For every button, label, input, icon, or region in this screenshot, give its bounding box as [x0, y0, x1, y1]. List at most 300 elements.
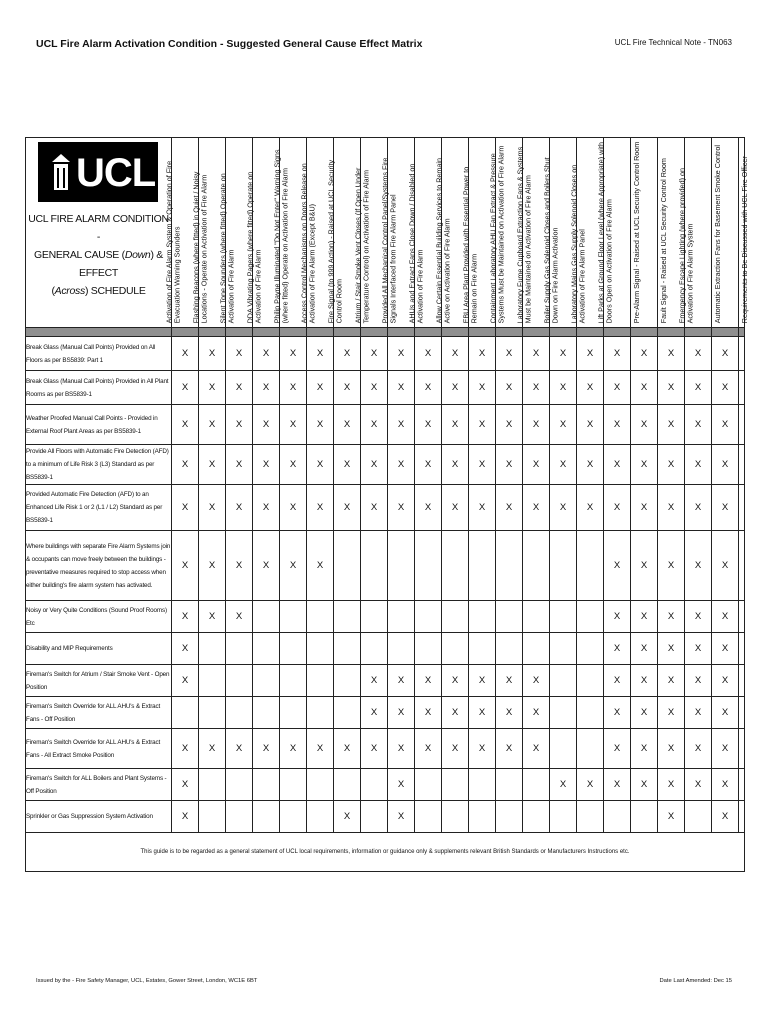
- effect-cell: [739, 633, 745, 665]
- effect-cell: X: [685, 531, 712, 601]
- effect-cell: X: [415, 337, 442, 371]
- effect-cell: X: [469, 337, 496, 371]
- effect-cell: X: [631, 445, 658, 485]
- effect-cell: X: [658, 801, 685, 833]
- effect-cell: X: [307, 405, 334, 445]
- effect-cell: X: [280, 729, 307, 769]
- effect-cell: X: [172, 405, 199, 445]
- effect-column-header: [739, 138, 749, 328]
- effect-cell: X: [577, 337, 604, 371]
- effect-cell: X: [685, 769, 712, 801]
- effect-cell: X: [658, 405, 685, 445]
- effect-cell: X: [712, 697, 739, 729]
- effect-cell: [523, 601, 550, 633]
- effect-cell: X: [361, 445, 388, 485]
- effect-cell: X: [415, 485, 442, 531]
- effect-cell: X: [415, 445, 442, 485]
- effect-cell: X: [388, 697, 415, 729]
- effect-cell: X: [496, 729, 523, 769]
- effect-cell: [739, 601, 745, 633]
- effect-cell: X: [604, 697, 631, 729]
- guidance-note: This guide is to be regarded as a general statement of UCL local requirements, information or guidance only & supplements relevant British Standards or Manufacturers Instructions etc.: [26, 833, 745, 872]
- effect-cell: X: [172, 601, 199, 633]
- effect-cell: [739, 769, 745, 801]
- effect-cell: [307, 633, 334, 665]
- effect-cell: X: [199, 371, 226, 405]
- effect-cell: X: [415, 665, 442, 697]
- effect-cell: X: [361, 697, 388, 729]
- effect-cell: [172, 697, 199, 729]
- effect-cell: X: [172, 371, 199, 405]
- effect-cell: X: [199, 601, 226, 633]
- effect-cell: X: [172, 801, 199, 833]
- effect-cell: X: [712, 665, 739, 697]
- effect-cell: X: [712, 405, 739, 445]
- effect-cell: X: [172, 337, 199, 371]
- effect-cell: [226, 769, 253, 801]
- effect-cell: X: [685, 729, 712, 769]
- effect-column-label: Fault Signal - Raised at UCL Security Control Room: [658, 157, 668, 323]
- effect-cell: [469, 633, 496, 665]
- effect-column-label: Containment Laboratory AHU Fan Extract & Pressure Systems Must be Maintained on Activation of Fire Alarm: [488, 145, 506, 323]
- effect-cell: [739, 531, 745, 601]
- effect-cell: X: [307, 337, 334, 371]
- effect-cell: X: [307, 729, 334, 769]
- effect-column-label: Flashing Beacons (where fitted) in Quiet / Noisy Locations - Operate on Activation of Fire Alarm: [191, 171, 209, 323]
- cause-label: Fireman's Switch for Atrium / Stair Smoke Vent - Open Position: [26, 665, 172, 697]
- effect-cell: X: [172, 665, 199, 697]
- effect-cell: [199, 769, 226, 801]
- effect-cell: [577, 531, 604, 601]
- effect-cell: [739, 697, 745, 729]
- effect-cell: X: [550, 337, 577, 371]
- effect-column-header: [677, 138, 712, 328]
- effect-cell: X: [469, 729, 496, 769]
- effect-cell: X: [199, 485, 226, 531]
- effect-cell: X: [631, 531, 658, 601]
- effect-cell: X: [226, 371, 253, 405]
- effect-cell: [415, 601, 442, 633]
- cause-label: Fireman's Switch Override for ALL AHU's & Extract Fans - Off Position: [26, 697, 172, 729]
- effect-cell: X: [496, 371, 523, 405]
- effect-cell: X: [415, 729, 442, 769]
- effect-cell: [577, 697, 604, 729]
- effect-cell: [577, 729, 604, 769]
- effect-cell: X: [226, 445, 253, 485]
- effect-cell: X: [280, 337, 307, 371]
- effect-column-label: Access Control Mechanisms on Doors Release on Activation of Fire Alarm (Except B&U): [299, 162, 317, 323]
- effect-cell: X: [550, 371, 577, 405]
- effect-cell: X: [388, 445, 415, 485]
- effect-cell: X: [388, 371, 415, 405]
- effect-cell: X: [658, 697, 685, 729]
- effect-cell: [739, 445, 745, 485]
- effect-cell: X: [550, 769, 577, 801]
- effect-cell: [415, 633, 442, 665]
- effect-cell: X: [631, 769, 658, 801]
- effect-cell: [523, 801, 550, 833]
- effect-cell: [577, 601, 604, 633]
- effect-column-label: EBU Area Plant Provided with Essential Power to Remain on Fire Alarm: [461, 166, 479, 323]
- effect-cell: [469, 531, 496, 601]
- effect-cell: X: [442, 697, 469, 729]
- effect-cell: X: [469, 371, 496, 405]
- effect-cell: X: [361, 371, 388, 405]
- effect-cell: X: [253, 485, 280, 531]
- matrix-header-row: [26, 138, 745, 328]
- effect-cell: X: [388, 801, 415, 833]
- cause-effect-matrix: [25, 137, 749, 872]
- effect-cell: X: [712, 801, 739, 833]
- effect-cell: X: [658, 665, 685, 697]
- effect-cell: X: [361, 485, 388, 531]
- header-title-cell: [26, 138, 172, 328]
- effect-cell: [388, 601, 415, 633]
- effect-column-label: Requirements to Be Discussed with UCL Fire Officer: [739, 156, 749, 323]
- effect-cell: X: [388, 729, 415, 769]
- effect-cell: [604, 801, 631, 833]
- effect-cell: X: [577, 405, 604, 445]
- effect-cell: X: [226, 485, 253, 531]
- effect-cell: X: [226, 531, 253, 601]
- effect-cell: [442, 531, 469, 601]
- cause-row: [26, 769, 745, 801]
- effect-cell: X: [334, 485, 361, 531]
- effect-cell: X: [631, 633, 658, 665]
- effect-cell: X: [604, 445, 631, 485]
- effect-cell: X: [253, 371, 280, 405]
- cause-row: [26, 337, 745, 371]
- effect-cell: [280, 697, 307, 729]
- effect-cell: X: [388, 665, 415, 697]
- effect-column-label: Laboratory Fume Cupboard Extraction Fans & Systems Must be Maintained on Activation of Fire Alarm: [515, 146, 533, 323]
- effect-cell: X: [334, 337, 361, 371]
- effect-cell: X: [199, 337, 226, 371]
- effect-cell: X: [685, 601, 712, 633]
- effect-cell: X: [226, 729, 253, 769]
- effect-cell: X: [253, 531, 280, 601]
- effect-cell: X: [496, 445, 523, 485]
- effect-column-label: Provided All Mechanical Control Panel/Systems Fire Signals Interfaced from Fire Alarm Panel: [380, 157, 398, 323]
- effect-cell: [739, 665, 745, 697]
- ucl-logo: [38, 142, 158, 202]
- effect-cell: [442, 633, 469, 665]
- cause-label: Weather Proofed Manual Call Points - Provided in External Roof Plant Areas as per BS5839-1: [26, 405, 172, 445]
- effect-cell: [253, 769, 280, 801]
- cause-row: [26, 729, 745, 769]
- effect-column-label: Activation of Fire Alarm System & Operation of Fire Evacuation Warning Sounders: [164, 160, 182, 323]
- effect-cell: X: [496, 697, 523, 729]
- effect-cell: X: [226, 337, 253, 371]
- page-title: UCL Fire Alarm Activation Condition - Suggested General Cause Effect Matrix: [36, 38, 423, 50]
- effect-cell: [307, 601, 334, 633]
- effect-cell: [550, 801, 577, 833]
- schedule-title-line-1: UCL FIRE ALARM CONDITION -: [28, 213, 169, 243]
- effect-cell: X: [415, 697, 442, 729]
- effect-cell: [307, 697, 334, 729]
- effect-cell: [631, 801, 658, 833]
- cause-label: Break Glass (Manual Call Points) Provided on All Floors as per BS5839: Part 1: [26, 337, 172, 371]
- effect-cell: [361, 769, 388, 801]
- effect-cell: X: [334, 729, 361, 769]
- effect-cell: X: [604, 769, 631, 801]
- effect-cell: [226, 697, 253, 729]
- effect-cell: [280, 601, 307, 633]
- effect-cell: [415, 531, 442, 601]
- effect-cell: X: [442, 665, 469, 697]
- effect-column-label: Lift Parks at Ground Floor Level (where Appropriate) with Doors Open on Activation of Fire Alarm: [596, 141, 614, 323]
- effect-cell: [361, 801, 388, 833]
- cause-label: Break Glass (Manual Call Points) Provided in All Plant Rooms as per BS5839-1: [26, 371, 172, 405]
- effect-cell: X: [523, 445, 550, 485]
- effect-cell: X: [658, 601, 685, 633]
- effect-cell: [523, 633, 550, 665]
- cause-label: Noisy or Very Quite Conditions (Sound Proof Rooms) Etc: [26, 601, 172, 633]
- effect-cell: X: [550, 485, 577, 531]
- effect-cell: X: [469, 665, 496, 697]
- effect-cell: X: [604, 485, 631, 531]
- effect-cell: X: [712, 337, 739, 371]
- effect-cell: X: [469, 445, 496, 485]
- effect-cell: X: [199, 445, 226, 485]
- effect-cell: [442, 801, 469, 833]
- cause-row: [26, 697, 745, 729]
- effect-cell: [739, 485, 745, 531]
- effect-cell: X: [442, 371, 469, 405]
- effect-cell: X: [226, 601, 253, 633]
- effect-cell: X: [631, 485, 658, 531]
- effect-cell: X: [307, 485, 334, 531]
- effect-cell: X: [388, 405, 415, 445]
- header-separator: [26, 328, 745, 337]
- effect-cell: [550, 633, 577, 665]
- effect-cell: X: [469, 405, 496, 445]
- effect-cell: X: [307, 371, 334, 405]
- effect-cell: X: [658, 371, 685, 405]
- effect-cell: X: [442, 337, 469, 371]
- effect-cell: X: [712, 633, 739, 665]
- effect-column-label: Pre-Alarm Signal - Raised at UCL Security Control Room: [631, 141, 641, 323]
- effect-cell: X: [361, 337, 388, 371]
- effect-cell: X: [361, 665, 388, 697]
- effect-cell: [253, 633, 280, 665]
- schedule-title-line-2: GENERAL CAUSE (Down) & EFFECT: [34, 249, 163, 279]
- effect-cell: [550, 729, 577, 769]
- effect-cell: [496, 633, 523, 665]
- effect-cell: X: [388, 337, 415, 371]
- effect-column-label: Fire Signal (to 999 Action) - Raised at UCL Security Control Room: [326, 159, 344, 323]
- effect-cell: [442, 601, 469, 633]
- effect-cell: X: [253, 337, 280, 371]
- cause-row: [26, 801, 745, 833]
- cause-row: [26, 665, 745, 697]
- effect-cell: [280, 633, 307, 665]
- effect-cell: X: [577, 485, 604, 531]
- effect-cell: X: [631, 697, 658, 729]
- effect-cell: X: [712, 371, 739, 405]
- effect-cell: X: [685, 371, 712, 405]
- effect-cell: X: [334, 801, 361, 833]
- effect-cell: [496, 769, 523, 801]
- cause-label: Sprinkler or Gas Suppression System Activation: [26, 801, 172, 833]
- effect-cell: X: [496, 665, 523, 697]
- effect-cell: [280, 665, 307, 697]
- effect-column-label: Atrium / Stair Smoke Vent Closes (If Open Under Temperature Control) on Activation of Fire Alarm: [353, 167, 371, 323]
- effect-cell: X: [523, 729, 550, 769]
- effect-cell: [523, 769, 550, 801]
- cause-label: Where buildings with separate Fire Alarm Systems join & occupants can move freely between the buildings - preventative measures required to stop access when either building's fire alarm system has activated.: [26, 531, 172, 601]
- cause-row: [26, 405, 745, 445]
- effect-cell: X: [685, 485, 712, 531]
- effect-cell: X: [442, 729, 469, 769]
- effect-cell: [523, 531, 550, 601]
- schedule-title-line-3: (Across) SCHEDULE: [51, 285, 146, 297]
- effect-cell: X: [685, 633, 712, 665]
- effect-column-label: Laboratory Mains Gas Supply Solenoid Closes on Activation of Fire Alarm Panel: [569, 164, 587, 323]
- portico-icon: [50, 154, 72, 192]
- cause-row: [26, 485, 745, 531]
- effect-cell: X: [334, 371, 361, 405]
- effect-cell: X: [523, 405, 550, 445]
- effect-cell: X: [658, 445, 685, 485]
- effect-cell: [199, 633, 226, 665]
- effect-column-label: Silent Tone Sounders (where fitted) Operate on Activation of Fire Alarm: [218, 172, 236, 323]
- effect-cell: [415, 769, 442, 801]
- effect-cell: X: [523, 371, 550, 405]
- effect-cell: X: [712, 769, 739, 801]
- effect-cell: X: [199, 405, 226, 445]
- effect-cell: X: [253, 729, 280, 769]
- effect-cell: [388, 531, 415, 601]
- effect-cell: X: [415, 371, 442, 405]
- effect-cell: X: [631, 729, 658, 769]
- effect-cell: X: [280, 531, 307, 601]
- effect-cell: X: [523, 485, 550, 531]
- effect-cell: [361, 601, 388, 633]
- effect-cell: [199, 801, 226, 833]
- effect-cell: [334, 601, 361, 633]
- effect-cell: X: [523, 697, 550, 729]
- amended-date-footer: Date Last Amended: Dec 15: [659, 978, 732, 984]
- effect-cell: X: [631, 601, 658, 633]
- technical-note-reference: UCL Fire Technical Note - TN063: [614, 38, 732, 47]
- effect-cell: X: [631, 337, 658, 371]
- effect-cell: [226, 801, 253, 833]
- effect-cell: X: [388, 485, 415, 531]
- effect-cell: X: [604, 405, 631, 445]
- effect-cell: X: [172, 769, 199, 801]
- cause-label: Fireman's Switch for ALL Boilers and Plant Systems - Off Position: [26, 769, 172, 801]
- effect-cell: [253, 801, 280, 833]
- effect-cell: X: [523, 337, 550, 371]
- effect-cell: [226, 665, 253, 697]
- effect-cell: [415, 801, 442, 833]
- effect-cell: X: [226, 405, 253, 445]
- effect-cell: [388, 633, 415, 665]
- effect-column-label: Allow Certain Essential Building Services to Remain Active on Activation of Fire Alarm: [434, 157, 452, 323]
- effect-cell: X: [604, 633, 631, 665]
- logo-text: UCL: [76, 151, 156, 195]
- effect-cell: X: [658, 531, 685, 601]
- effect-cell: X: [712, 601, 739, 633]
- effect-cell: [307, 665, 334, 697]
- effect-cell: [550, 601, 577, 633]
- effect-cell: X: [631, 405, 658, 445]
- effect-cell: X: [442, 445, 469, 485]
- effect-cell: X: [388, 769, 415, 801]
- effect-column-label: Automatic Extraction Fans for Basement Smoke Control: [712, 144, 722, 323]
- effect-cell: [361, 531, 388, 601]
- effect-cell: [334, 633, 361, 665]
- effect-cell: X: [172, 445, 199, 485]
- effect-cell: X: [685, 665, 712, 697]
- effect-cell: X: [685, 337, 712, 371]
- effect-cell: [550, 531, 577, 601]
- effect-column-header: [631, 138, 658, 328]
- cause-row: [26, 531, 745, 601]
- effect-cell: [226, 633, 253, 665]
- effect-cell: X: [280, 405, 307, 445]
- effect-column-label: Philip Payne Illuminated "Do Not Enter" Warning Signs (where fitted) Operate on Activation of Fire Alarm: [272, 149, 290, 323]
- effect-cell: X: [253, 405, 280, 445]
- effect-cell: X: [496, 485, 523, 531]
- cause-row: [26, 633, 745, 665]
- effect-cell: X: [334, 445, 361, 485]
- effect-cell: [253, 697, 280, 729]
- effect-cell: [469, 769, 496, 801]
- effect-cell: [442, 769, 469, 801]
- effect-cell: X: [550, 405, 577, 445]
- effect-cell: X: [172, 485, 199, 531]
- effect-cell: X: [361, 405, 388, 445]
- effect-cell: X: [253, 445, 280, 485]
- effect-cell: [199, 697, 226, 729]
- effect-column-label: Boiler Supply Gas Solenoid Closes and Boilers Shut Down on Fire Alarm Activation: [542, 156, 560, 323]
- effect-cell: [739, 729, 745, 769]
- effect-cell: X: [604, 531, 631, 601]
- effect-cell: [334, 531, 361, 601]
- effect-cell: X: [685, 697, 712, 729]
- effect-cell: X: [604, 371, 631, 405]
- effect-cell: X: [712, 445, 739, 485]
- effect-cell: [496, 531, 523, 601]
- effect-cell: [550, 697, 577, 729]
- effect-column-label: DDA Vibrating Pagers (where fitted) Operate on Activation of Fire Alarm: [245, 171, 263, 323]
- effect-cell: X: [361, 729, 388, 769]
- effect-cell: [469, 601, 496, 633]
- effect-cell: [496, 601, 523, 633]
- effect-cell: [577, 801, 604, 833]
- effect-cell: X: [658, 729, 685, 769]
- effect-cell: [334, 769, 361, 801]
- effect-cell: [739, 371, 745, 405]
- cause-label: Provided Automatic Fire Detection (AFD) to an Enhanced Life Risk 1 or 2 (L1 / L2) Standard as per BS5839-1: [26, 485, 172, 531]
- effect-cell: [280, 769, 307, 801]
- effect-cell: X: [523, 665, 550, 697]
- effect-column-label: AHUs and Extract Fans Close Down / Disabled on Activation of Fire Alarm: [407, 163, 425, 323]
- effect-cell: X: [658, 633, 685, 665]
- effect-cell: X: [199, 531, 226, 601]
- effect-cell: [739, 337, 745, 371]
- effect-cell: X: [577, 371, 604, 405]
- effect-cell: X: [577, 445, 604, 485]
- effect-cell: [550, 665, 577, 697]
- guidance-note-row: [26, 833, 745, 872]
- effect-cell: X: [685, 445, 712, 485]
- effect-cell: [685, 801, 712, 833]
- effect-cell: X: [712, 485, 739, 531]
- effect-cell: X: [496, 405, 523, 445]
